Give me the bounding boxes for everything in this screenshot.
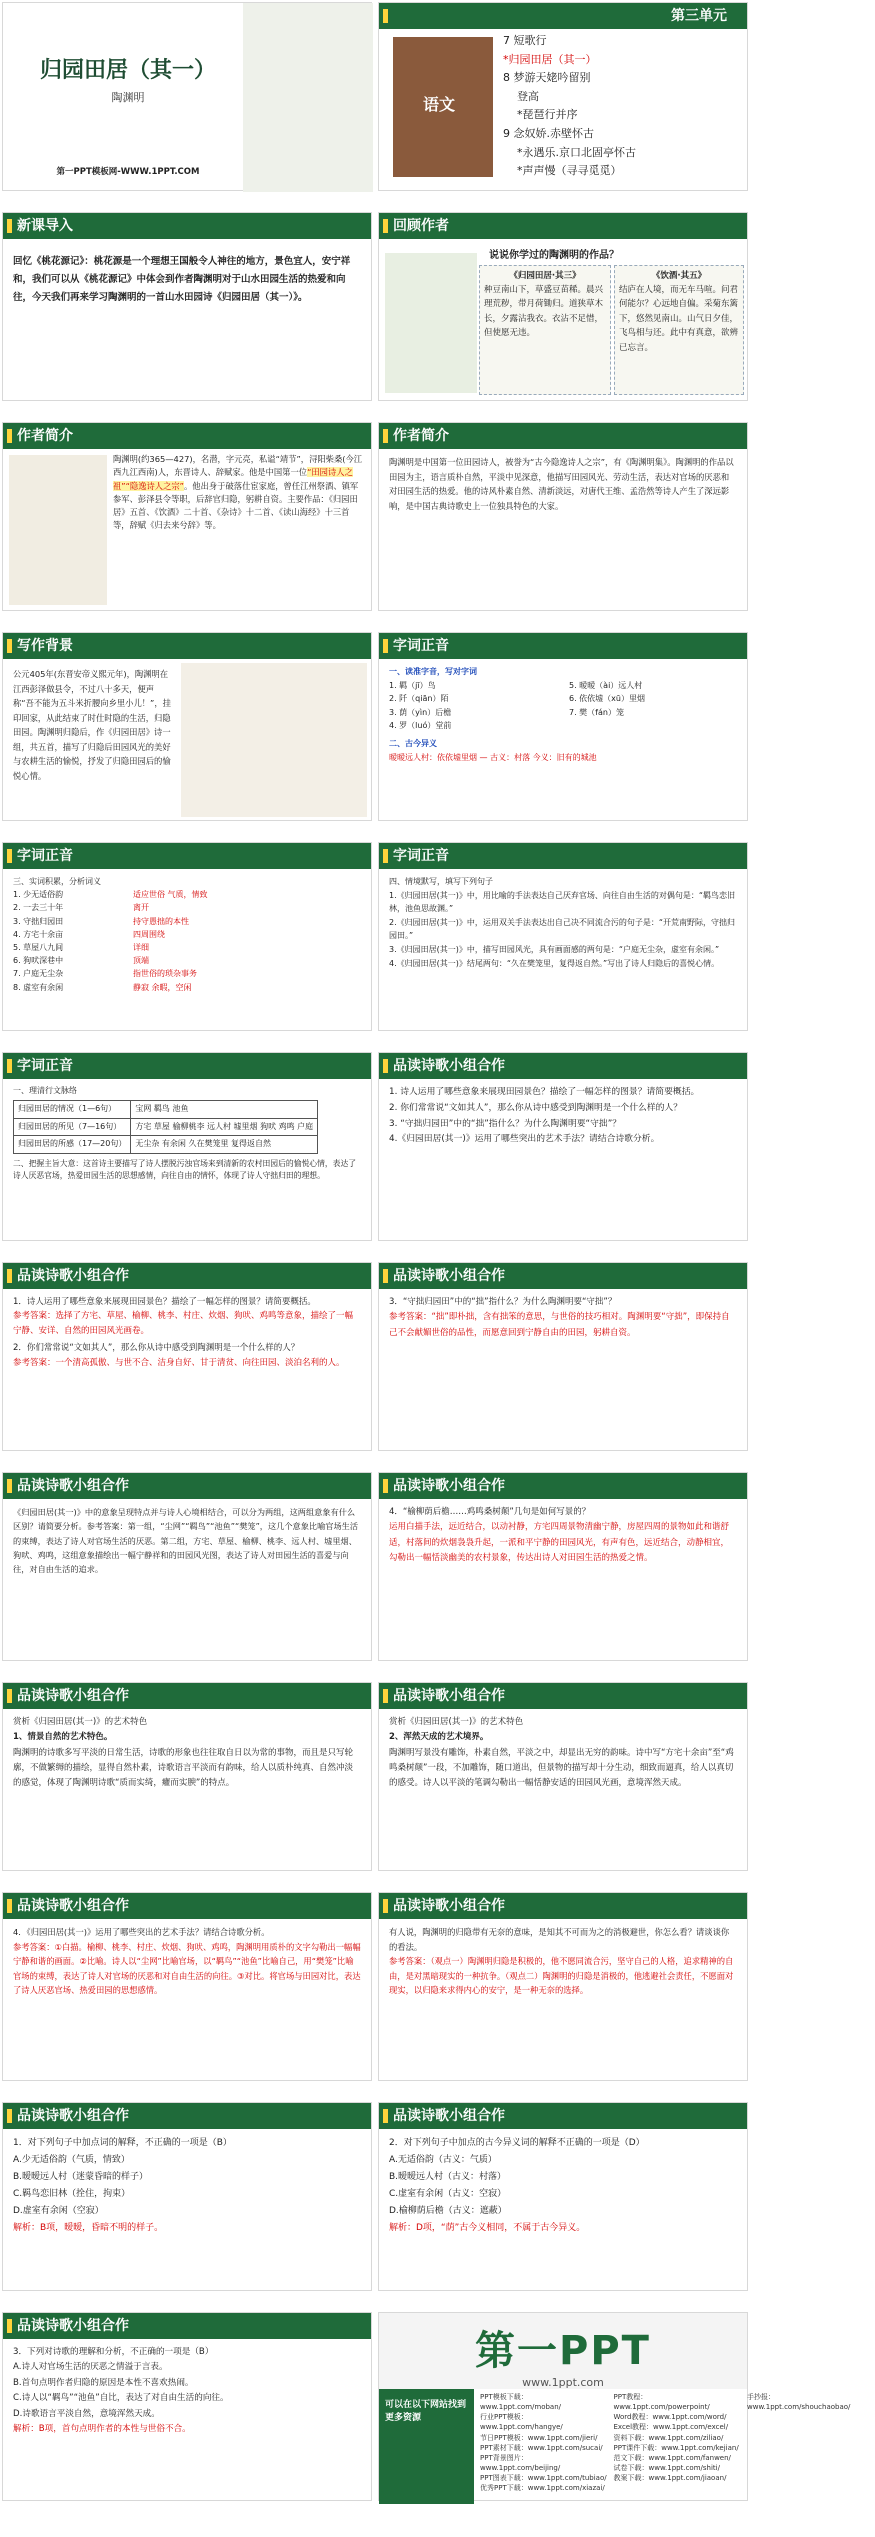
- vocab-item: 1. 少无适俗韵: [13, 890, 64, 900]
- answer-text: 参考答案：选择了方宅、草屋、榆柳、桃李、村庄、炊烟、狗吠、鸡鸣等意象，描绘了一幅宁静、安详、自然的田园风光画卷。: [13, 1311, 354, 1336]
- quiz-option: A.诗人对官场生活的厌恶之情溢于言表。: [13, 2362, 168, 2373]
- quiz-explanation: 解析：B项，首句点明作者的本性与世俗不合。: [13, 2424, 191, 2435]
- resource-link[interactable]: PPT素材下载：www.1ppt.com/sucai/: [480, 2443, 603, 2452]
- slide-author-bio-2: [378, 422, 748, 611]
- vocab-item: 3. 守拙归园田: [13, 916, 64, 926]
- structure-cell: 无尘杂 有余闲 久在樊笼里 复得返自然: [131, 1136, 318, 1153]
- site-label: 第一PPT模板网-WWW.1PPT.COM: [56, 167, 200, 177]
- section-header: 品读诗歌小组合作: [379, 2103, 747, 2129]
- slide-footer-ad: [378, 2312, 851, 2501]
- answer-text: 参考答案：①白描。榆柳、桃李、村庄、炊烟、狗吠、鸡鸣，陶渊明用质朴的文字勾勒出一幅幅宁静和谐的画面。②比喻。诗人以“尘网”比喻官场，以“羁鸟”“池鱼”比喻自己，用“樊笼”比喻官场的束缚，表达了诗人对官场的厌恶和对自由生活的向往。③对比。将官场与田园对比，表达了诗人厌恶官场、热爱田园的思想感情。: [13, 1941, 361, 1996]
- vocab-item: 6. 依依墟（xū）里烟: [569, 694, 645, 704]
- slide-unit: [378, 2, 748, 191]
- subsection-title: 三、实词积累，分析词义: [13, 877, 101, 886]
- resource-link[interactable]: PPT背景图片：www.1ppt.com/beijing/: [480, 2453, 561, 2472]
- poem-card-right: [614, 265, 744, 395]
- quiz-option: C.虚室有余闲（古义：空寂）: [389, 2189, 507, 2200]
- toc-item: *声声慢（寻寻觅觅）: [517, 164, 622, 178]
- author-name: 陶渊明: [111, 91, 145, 104]
- slide-questions: [378, 1052, 748, 1241]
- theme-text: 二、把握主旨大意：这首诗主要描写了诗人摆脱污浊官场来到清新的农村田园后的愉悦心情，表达了诗人厌恶官场，热爱田园生活的思想感情，向往自由的情怀，体现了诗人守拙归田的理想。: [13, 1158, 357, 1180]
- slide-review-author: [378, 212, 748, 401]
- section-header: 字词正音: [3, 1053, 371, 1079]
- resource-link[interactable]: 节日PPT模板：www.1ppt.com/jieri/: [480, 2433, 598, 2442]
- dictation-item: 4.《归园田居(其一)》结尾两句：“久在樊笼里，复得返自然。”写出了诗人归隐后的喜悦心情。: [389, 958, 720, 968]
- poem-body: 种豆南山下，草盛豆苗稀。晨兴理荒秽，带月荷锄归。道狭草木长，夕露沾我衣。衣沾不足惜，但使愿无违。: [484, 285, 604, 339]
- question-item: 1. 诗人运用了哪些意象来展现田园景色？描绘了一幅怎样的图景？请简要概括。: [389, 1087, 700, 1097]
- subsection-title: 赏析《归园田居(其一)》的艺术特色: [13, 1717, 148, 1727]
- vocab-answer: 详细: [133, 942, 149, 952]
- question-item: 4.《归园田居(其一)》运用了哪些突出的艺术手法？请结合诗歌分析。: [389, 1134, 660, 1145]
- question-item: 2. 你们常常说“文如其人”，那么你从诗中感受到陶渊明是一个什么样的人？: [389, 1102, 683, 1113]
- subsection-title: 二、古今异义: [389, 738, 437, 748]
- resource-link[interactable]: 优秀PPT下载：www.1ppt.com/xiazai/: [480, 2484, 605, 2493]
- question-text: 2．你们常常说“文如其人”，那么你从诗中感受到陶渊明是一个什么样的人？: [13, 1343, 300, 1354]
- quiz-option: D.诗歌语言平淡自然，意境浑然天成。: [13, 2408, 160, 2419]
- resource-link[interactable]: 范文下载：www.1ppt.com/fanwen/: [613, 2453, 731, 2462]
- subsection-title: 赏析《归园田居(其一)》的艺术特色: [389, 1717, 524, 1727]
- section-header: 作者简介: [379, 423, 747, 449]
- section-header: 品读诗歌小组合作: [3, 1263, 371, 1289]
- slide-art-feature-2: [378, 1682, 748, 1871]
- slide-scenery: [378, 1472, 748, 1661]
- background-text: 公元405年(东晋安帝义熙元年)，陶渊明在江西彭泽做县令，不过八十多天，便声称“吾不能为五斗米折腰向乡里小儿！”，挂印回家，从此结束了时仕时隐的生活，归隐田园。陶渊明归隐后，作《归园田居》诗一组，共五首，描写了归隐后田园风光的美好与农耕生活的愉悦，抒发了归隐田园后的愉悦心情。: [13, 669, 171, 781]
- section-header: 品读诗歌小组合作: [379, 1473, 747, 1499]
- section-header: 品读诗歌小组合作: [3, 1683, 371, 1709]
- feature-text: 陶渊明的诗歌多写平淡的日常生活，诗歌的形象也往往取自日以为常的事物，而且是只写轮廓，不做繁缛的描绘，显得自然朴素，诗歌语言平淡而有韵味，给人以质朴纯真、自然冲淡的感觉，体现了陶渊明诗歌“质而实绮，癯而实腴”的特点。: [13, 1747, 354, 1789]
- bio-text: 。他出身于破落仕宦家庭，曾任江州祭酒、镇军参军、彭泽县令等职，后辞官归隐，躬耕自资。主要作品：《归园田居》五首、《饮酒》二十首、《杂诗》十二首、《读山海经》十三首等，辞赋《归去来兮辞》等。: [113, 480, 359, 531]
- slide-imagery: [2, 1472, 372, 1661]
- dictation-item: 1.《归园田居(其一)》中，用比喻的手法表达自己厌弃官场、向往自由生活的对偶句是：“羁鸟恋旧林，池鱼思故渊。”: [389, 890, 736, 914]
- subsection-title: 一、读准字音，写对字词: [389, 667, 477, 676]
- feature-text: 陶渊明写景没有雕饰，朴素自然，平淡之中，却显出无穷的韵味。诗中写“方宅十余亩”至“鸡鸣桑树颠”一段，不加雕饰，随口道出，但景物的描写却十分生动，细致而逼真，给人以真切的感受。诗人以平淡的笔调勾勒出一幅恬静安适的田园风光画，意境浑然天成。: [389, 1747, 734, 1789]
- brand-logo: 第一PPT: [475, 2328, 651, 2374]
- quiz-option: A.少无适俗韵（气质，情致）: [13, 2155, 130, 2166]
- subsection-title: 四、情境默写，填写下列句子: [389, 877, 493, 886]
- section-header: 品读诗歌小组合作: [3, 2103, 371, 2129]
- vocab-item: 7. 户庭无尘杂: [13, 969, 64, 979]
- quiz-option: B.首句点明作者归隐的原因是本性不喜欢热闹。: [13, 2377, 194, 2388]
- vocab-item: 3. 荫（yìn）后檐: [389, 707, 452, 717]
- resource-link[interactable]: 教案下载：www.1ppt.com/jiaoan/: [613, 2474, 727, 2483]
- quiz-option: C.诗人以“羁鸟”“池鱼”自比，表达了对自由生活的向往。: [13, 2393, 229, 2404]
- resource-link[interactable]: Excel教程：www.1ppt.com/excel/: [613, 2423, 729, 2432]
- slide-art-technique: [2, 1892, 372, 2081]
- section-header: 作者简介: [3, 423, 371, 449]
- structure-cell: 方宅 草屋 榆柳桃李 远人村 墟里烟 狗吠 鸡鸣 户庭: [131, 1118, 318, 1135]
- slide-answer-1: [2, 1262, 372, 1451]
- quiz-option: A.无适俗韵（古义：气质）: [389, 2155, 497, 2166]
- section-header: 字词正音: [379, 633, 747, 659]
- section-header: 品读诗歌小组合作: [379, 1053, 747, 1079]
- toc-item: 7 短歌行: [503, 34, 547, 47]
- review-question: 说说你学过的陶渊明的作品？: [489, 250, 619, 261]
- poem-title: 《归园田居·其三》: [509, 271, 581, 281]
- vocab-answer: 离开: [133, 903, 149, 913]
- slide-quiz-3: [2, 2312, 372, 2501]
- dictation-item: 2.《归园田居(其一)》中，运用双关手法表达出自己决不同流合污的句子是：“开荒南野际，守拙归园田。”: [389, 917, 736, 941]
- vocab-item: 4. 罗（luó）堂前: [389, 721, 452, 731]
- willow-landscape-image: [385, 253, 477, 393]
- answer-text: 运用白描手法，远近结合，以动衬静，方宅四周景物清幽宁静，房屋四周的景物如此和谐舒适，村落间的炊烟袅袅升起，一派和平宁静的田园风光，有声有色，远近结合，动静相宜，勾勒出一幅恬淡幽美的农村景象，传达出诗人对田园生活的热爱之情。: [389, 1522, 730, 1563]
- toc-item: 8 梦游天姥吟留别: [503, 71, 591, 85]
- question-item: 3. “守拙归园田”中的“拙”指什么？为什么陶渊明要“守拙”？: [389, 1118, 622, 1129]
- resource-link[interactable]: 资料下载：www.1ppt.com/ziliao/: [613, 2433, 724, 2442]
- toc-item: *琵琶行并序: [517, 108, 578, 122]
- quiz-question: 2．对下列句子中加点的古今异义词的解释不正确的一项是（D）: [389, 2138, 645, 2148]
- resource-link[interactable]: PPT图表下载：www.1ppt.com/tubiao/: [480, 2474, 607, 2483]
- poet-illustration-image: [181, 663, 367, 817]
- brand-url[interactable]: www.1ppt.com: [522, 2376, 604, 2389]
- vocab-item: 2. 阡（qiān）陌: [389, 694, 449, 704]
- slide-author-bio: [2, 422, 372, 611]
- quiz-explanation: 解析：D项，“荫”古今义相同，不属于古今异义。: [389, 2223, 586, 2234]
- resource-link[interactable]: PPT模板下载：www.1ppt.com/moban/: [480, 2393, 562, 2412]
- answer-text: 参考答案：一个清高孤傲、与世不合、洁身自好、甘于清贫、向往田园、淡泊名利的人。: [13, 1357, 345, 1368]
- quiz-question: 3．下列对诗歌的理解和分析，不正确的一项是（B）: [13, 2347, 214, 2357]
- question-text: 1．诗人运用了哪些意象来展现田园景色？描绘了一幅怎样的图景？请简要概括。: [13, 1297, 316, 1307]
- structure-cell: 宝网 羁鸟 池鱼: [131, 1101, 318, 1118]
- section-header: 品读诗歌小组合作: [3, 1473, 371, 1499]
- slide-pronunciation-1: [378, 632, 748, 821]
- section-header: 品读诗歌小组合作: [3, 2313, 371, 2339]
- resource-note: 可以在以下网站找到更多资源: [379, 2389, 474, 2504]
- bio-text: 陶渊明(约365—427)，名潜，字元亮，私谥“靖节”，浔阳柴桑(今江西九江西南)人，东晋诗人、辞赋家。他是中国第一位: [113, 454, 363, 478]
- slide-background: [2, 632, 372, 821]
- vocab-answer: 顶端: [133, 956, 149, 966]
- vocab-answer: 指世俗的琐杂事务: [133, 969, 197, 979]
- subsection-title: 一、理清行文脉络: [13, 1086, 77, 1095]
- toc-item: *永遇乐.京口北固亭怀古: [517, 145, 636, 159]
- vocab-item: 1. 羁（jī）鸟: [389, 680, 436, 690]
- lesson-title: 归园田居（其一）: [39, 58, 216, 83]
- vocab-answer: 静寂 余暇，空闲: [133, 982, 192, 992]
- feature-heading: 1、情景自然的艺术特色。: [13, 1732, 113, 1743]
- quiz-option: D.榆柳荫后檐（古义：遮蔽）: [389, 2206, 507, 2217]
- quiz-option: B.暧暧远人村（迷蒙昏暗的样子）: [13, 2172, 149, 2183]
- vocab-item: 8. 虚室有余闲: [13, 982, 64, 992]
- quiz-option: B.暧暧远人村（古义：村落）: [389, 2172, 507, 2183]
- vocab-item: 7. 樊（fán）笼: [569, 707, 624, 717]
- section-header: 品读诗歌小组合作: [379, 1893, 747, 1919]
- intro-text: 回忆《桃花源记》：桃花源是一个理想王国般令人神往的地方，景色宜人，安宁祥和，我们可以从《桃花源记》中体会到作者陶渊明对于山水田园生活的热爱和向往，今天我们再来学习陶渊明的一首山水田园诗《归园田居（其一）》。: [13, 256, 351, 304]
- imagery-text: 《归园田居(其一)》中的意象呈现特点并与诗人心境相结合，可以分为两组，这两组意象有什么区别？请简要分析。参考答案：第一组，“尘网”“羁鸟”“池鱼”“樊笼”，这几个意象比喻官场生活的束缚，表达了诗人对官场生活的厌恶。第二组，方宅、草屋、榆柳、桃李、远人村、墟里烟、狗吠、鸡鸣，这组意象描绘出一幅宁静祥和的田园风光图，表达了诗人对田园生活的喜爱与向往，对自由生活的追求。: [13, 1507, 359, 1575]
- toc-item: 9 念奴娇.赤壁怀古: [503, 126, 594, 140]
- section-header: 品读诗歌小组合作: [379, 1683, 747, 1709]
- section-header: 品读诗歌小组合作: [3, 1893, 371, 1919]
- structure-table: [13, 1100, 318, 1153]
- question-text: 4．“榆柳荫后檐……鸡鸣桑树颠”几句是如何写景的？: [389, 1507, 591, 1517]
- toc-item: 登高: [517, 89, 539, 103]
- bio-text: 陶渊明是中国第一位田园诗人，被誉为“古今隐逸诗人之宗”，有《陶渊明集》。陶渊明的作品以田园为主，语言质朴自然，平淡中见深意，他描写田园风光、劳动生活，表达对官场的厌恶和对田园生活的热爱。他的诗风朴素自然、清新淡远，对唐代王维、孟浩然等诗人产生了深远影响，是中国古典诗歌史上一位独具特色的大家。: [389, 457, 734, 511]
- section-header: 字词正音: [3, 843, 371, 869]
- structure-cell: 归园田居的所感（17—20句）: [14, 1136, 131, 1153]
- vocab-answer: 持守愚拙的本性: [133, 916, 189, 926]
- vocab-item: 6. 狗吠深巷中: [13, 956, 64, 966]
- vocab-answer: 适应世俗 气质，情致: [133, 890, 208, 900]
- slide-title: [2, 2, 372, 191]
- slide-quiz-2: [378, 2102, 748, 2291]
- structure-cell: 归园田居的情况（1—6句）: [14, 1101, 131, 1118]
- section-header: 品读诗歌小组合作: [379, 1263, 747, 1289]
- question-text: 有人说，陶渊明的归隐带有无奈的意味，是知其不可而为之的消极避世，你怎么看？请谈谈你的看法。: [389, 1927, 730, 1952]
- unit-header: 第三单元: [379, 3, 747, 29]
- ink-landscape-image: [243, 3, 373, 192]
- vocab-note: 暧暧远人村：依依墟里烟 — 古义：村落 今义：旧有的城池: [389, 752, 597, 762]
- section-header: 新课导入: [3, 213, 371, 239]
- resource-link[interactable]: 试卷下载：www.1ppt.com/shiti/: [613, 2463, 720, 2472]
- vocab-item: 5. 暧暧（ài）远人村: [569, 680, 643, 690]
- cover-title: 语文: [423, 95, 456, 114]
- vocab-item: 4. 方宅十余亩: [13, 929, 64, 939]
- question-text: 4．《归园田居(其一)》运用了哪些突出的艺术手法？请结合诗歌分析。: [13, 1927, 270, 1937]
- dictation-item: 3.《归园田居(其一)》中，描写田园风光，具有画面感的两句是：“户庭无尘杂，虚室有余闲。”: [389, 944, 720, 954]
- slide-answer-2: [378, 1262, 748, 1451]
- quiz-option: C.羁鸟恋旧林（拴住，拘束）: [13, 2189, 131, 2200]
- resource-link[interactable]: PPT教程：www.1ppt.com/powerpoint/: [613, 2393, 710, 2412]
- vocab-answer: 四周围绕: [133, 929, 165, 939]
- resource-link[interactable]: 手抄报：www.1ppt.com/shouchaobao/: [747, 2393, 851, 2412]
- slide-discussion: [378, 1892, 748, 2081]
- question-text: 3．“守拙归园田”中的“拙”指什么？为什么陶渊明要“守拙”？: [389, 1297, 617, 1307]
- poem-title: 《饮酒·其五》: [651, 271, 707, 281]
- section-header: 写作背景: [3, 633, 371, 659]
- slide-quiz-1: [2, 2102, 372, 2291]
- structure-cell: 归园田居的所见（7—16句）: [14, 1118, 131, 1135]
- toc-item-current: *归园田居（其一）: [503, 52, 597, 66]
- textbook-cover-image: [393, 37, 493, 177]
- section-header: 字词正音: [379, 843, 747, 869]
- poem-body: 结庐在人境，而无车马喧。问君何能尔？心远地自偏。采菊东篱下，悠然见南山。山气日夕佳，飞鸟相与还。此中有真意，欲辨已忘言。: [619, 285, 739, 353]
- feature-heading: 2、浑然天成的艺术境界。: [389, 1732, 489, 1743]
- section-header: 回顾作者: [379, 213, 747, 239]
- vocab-item: 2. 一去三十年: [13, 903, 64, 913]
- bio-highlight: “田园诗人之祖”“隐逸诗人之宗”: [113, 467, 353, 491]
- slide-intro: [2, 212, 372, 401]
- resource-link[interactable]: Word教程：www.1ppt.com/word/: [613, 2413, 727, 2422]
- quiz-option: D.虚室有余闲（空寂）: [13, 2206, 104, 2217]
- slide-art-feature-1: [2, 1682, 372, 1871]
- author-portrait-image: [9, 455, 107, 605]
- slide-pronunciation-3: [378, 842, 748, 1031]
- poem-card-left: [479, 265, 611, 395]
- quiz-question: 1．对下列句子中加点词的解释，不正确的一项是（B）: [13, 2138, 232, 2148]
- answer-text: 参考答案：（观点一）陶渊明归隐是积极的，他不愿同流合污，坚守自己的人格，追求精神的自由，是对黑暗现实的一种抗争。（观点二）陶渊明的归隐是消极的，他逃避社会责任，不愿面对现实，以归隐来求得内心的安宁，是一种无奈的选择。: [389, 1956, 734, 1996]
- resource-link[interactable]: PPT课件下载：www.1ppt.com/kejian/: [613, 2443, 739, 2452]
- vocab-item: 5. 草屋八九间: [13, 942, 64, 952]
- resource-link[interactable]: 行业PPT模板：www.1ppt.com/hangye/: [480, 2413, 563, 2432]
- slide-pronunciation-2: [2, 842, 372, 1031]
- quiz-explanation: 解析：B项，暧暧，昏暗不明的样子。: [13, 2223, 164, 2234]
- slide-structure: [2, 1052, 372, 1241]
- answer-text: 参考答案：“拙”即朴拙，含有拙笨的意思，与世俗的技巧相对。陶渊明要“守拙”，即保持自己不会献媚世俗的品性，而愿意回到宁静自由的田园，躬耕自资。: [389, 1312, 730, 1338]
